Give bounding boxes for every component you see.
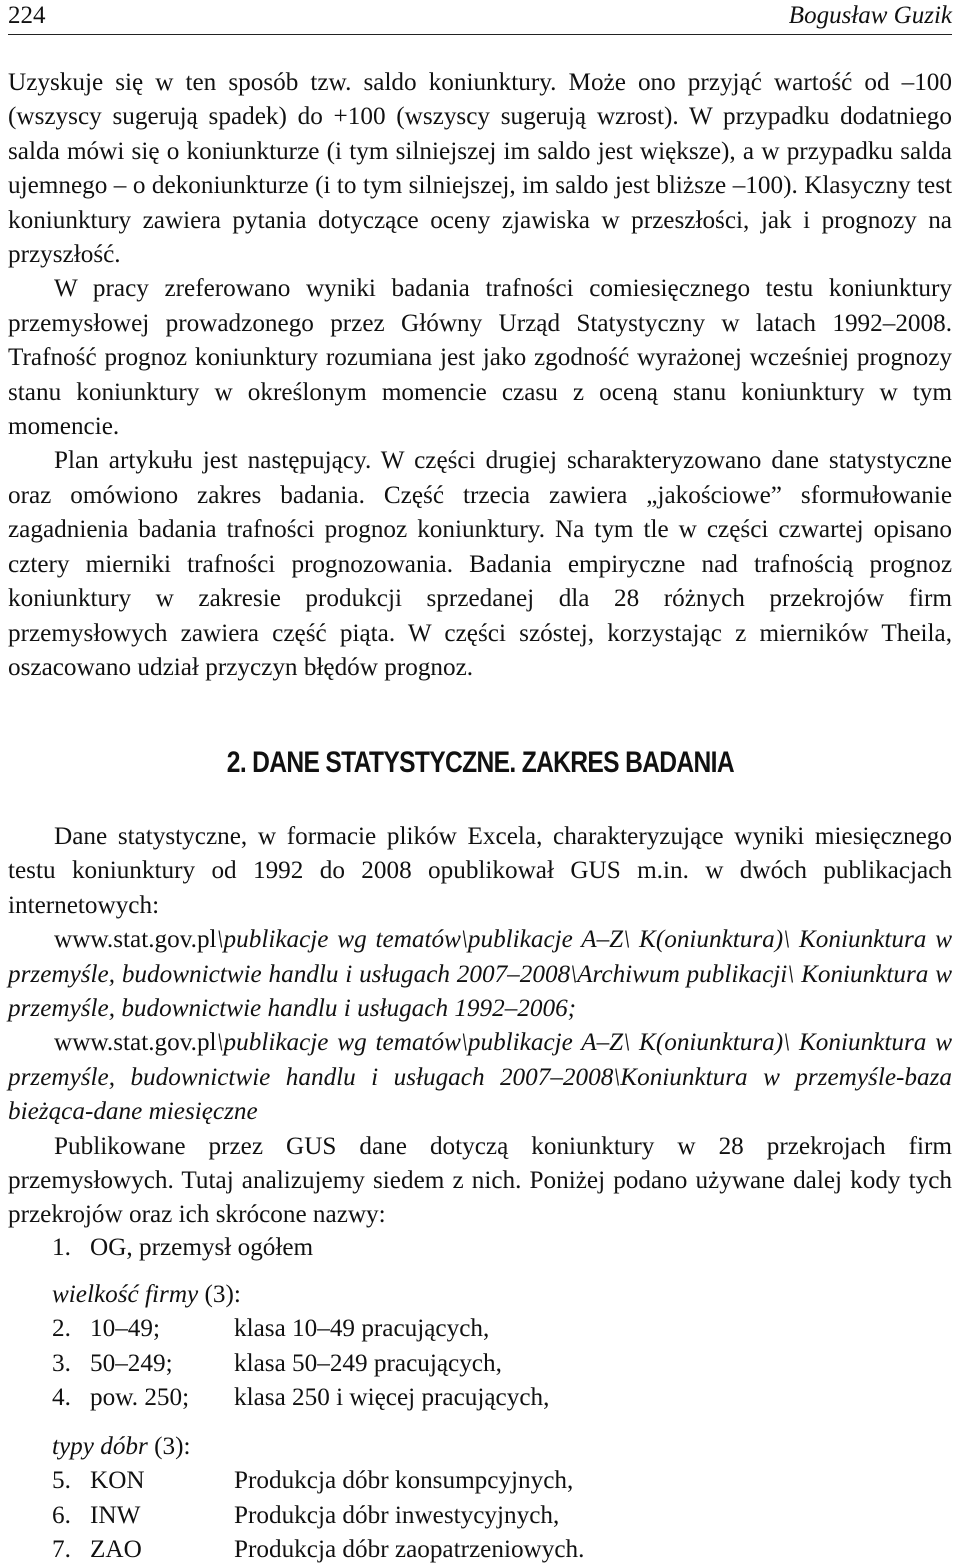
link-1-domain: www.stat.gov.pl [54, 926, 217, 954]
list-item [52, 1533, 585, 1567]
link-2-path: \publikacje wg tematów\publikacje A–Z\ K(oniunktura)\ Koniunktura w przemyśle, budownictwie handlu i usługach 2007–2008\Koniunktura w przemyśle-baza bieżąca-dane miesięczne [8, 1029, 952, 1126]
list-item-number: 4. [52, 1384, 71, 1412]
list-item-number: 3. [52, 1349, 71, 1377]
link-2-domain: www.stat.gov.pl [54, 1029, 217, 1057]
list-item-code: INW [90, 1501, 141, 1529]
group-label [52, 1430, 191, 1464]
section-heading: 2. DANE STATYSTYCZNE. ZAKRES BADANIA [226, 746, 734, 779]
link-2 [8, 1026, 952, 1129]
section-after-links: Publikowane przez GUS dane dotyczą koniunktury w 28 przekrojach firm przemysłowych. Tutaj analizujemy siedem z nich. Poniżej podano używane dalej kody tych przekrojów oraz ich skrócone nazwy: [8, 1132, 952, 1229]
list-item-code: OG, przemysł ogółem [90, 1234, 314, 1261]
group-label-text: typy dóbr [52, 1433, 148, 1460]
list-item-number: 5. [52, 1467, 71, 1495]
list-item [52, 1464, 574, 1498]
list-item-code: 10–49; [90, 1315, 160, 1343]
list-item-description: klasa 250 i więcej pracujących, [234, 1384, 550, 1412]
group-label [52, 1278, 241, 1312]
group-label-count: (3): [204, 1281, 241, 1308]
list-item-code: pow. 250; [90, 1384, 190, 1412]
running-header [8, 0, 952, 35]
list-item [52, 1312, 490, 1346]
list-item-description: Produkcja dóbr konsumpcyjnych, [234, 1467, 574, 1495]
paragraph-2: W pracy zreferowano wyniki badania trafności comiesięcznego testu koniunktury przemysłowej prowadzonego przez Główny Urząd Statystyczny w latach 1992–2008. Trafność prognoz koniunktury rozumiana jest jako zgodność wyrażonej wcześniej prognozy stanu koniunktury w określonym momencie czasu z oceną stanu koniunktury w tym momencie. [8, 275, 952, 441]
group-label-count: (3): [154, 1433, 191, 1460]
group-size [52, 1278, 550, 1416]
paragraph-3: Plan artykułu jest następujący. W części drugiej scharakteryzowano dane statystyczne oraz omówiono zakres badania. Część trzecia zawiera „jakościowe” sformułowanie zagadnienia badania trafności prognoz koniunktury. Na tym tle w części czwartej opisano cztery mierniki trafności prognozowania. Badania empiryczne nad trafnością prognoz koniunktury w zakresie produkcji sprzedanej dla 28 różnych przekrojów firm przemysłowych zawiera część piąta. W części szóstej, korzystając z mierników Theila, oszacowano udział przyczyn błędów prognoz. [8, 447, 952, 681]
list-item-number: 1. [52, 1234, 71, 1261]
list-item-number: 6. [52, 1501, 71, 1529]
group-goods [52, 1430, 585, 1568]
list-item-code: KON [90, 1467, 145, 1495]
list-item-code: ZAO [90, 1536, 142, 1564]
list-item-description: Produkcja dóbr inwestycyjnych, [234, 1501, 560, 1529]
group-label-text: wielkość firmy [52, 1281, 199, 1308]
list-item [52, 1381, 550, 1415]
running-author: Bogusław Guzik [788, 2, 952, 29]
section-intro: Dane statystyczne, w formacie plików Excela, charakteryzujące wyniki miesięcznego testu koniunktury od 1992 do 2008 opublikował GUS m.in. w dwóch publikacjach internetowych: [8, 823, 952, 919]
section-2-text [8, 820, 952, 1233]
list-item-description: Produkcja dóbr zaopatrzeniowych. [234, 1536, 585, 1564]
link-1-path: \publikacje wg tematów\publikacje A–Z\ K(oniunktura)\ Koniunktura w przemyśle, budownictwie handlu i usługach 2007–2008\Archiwum publikacji\ Koniunktura w przemyśle, budownictwie handlu i usługach 1992–2006; [8, 926, 952, 1023]
paragraph-1: Uzyskuje się w ten sposób tzw. saldo koniunktury. Może ono przyjąć wartość od –100 (wszyscy sugerują spadek) do +100 (wszyscy sugerują wzrost). W przypadku dodatniego salda mówi się o koniunkturze (i tym silniejszej im saldo jest większe), a w przypadku salda ujemnego – o dekoniunkturze (i to tym silniejszej, im saldo jest bliższe –100). Klasyczny test koniunktury zawiera pytania dotyczące oceny zjawiska w przeszłości, jak i prognozy na przyszłość. [8, 69, 952, 269]
list-item [52, 1499, 560, 1533]
list-item-code: 50–249; [90, 1349, 173, 1377]
list-item [52, 1347, 502, 1381]
list-item-description: klasa 50–249 pracujących, [234, 1349, 502, 1377]
link-1 [8, 923, 952, 1026]
list-item-number: 7. [52, 1536, 71, 1564]
list-item-description: klasa 10–49 pracujących, [234, 1315, 490, 1343]
page-number: 224 [8, 2, 46, 29]
list-item-number: 2. [52, 1315, 71, 1343]
intro-text [8, 66, 952, 685]
